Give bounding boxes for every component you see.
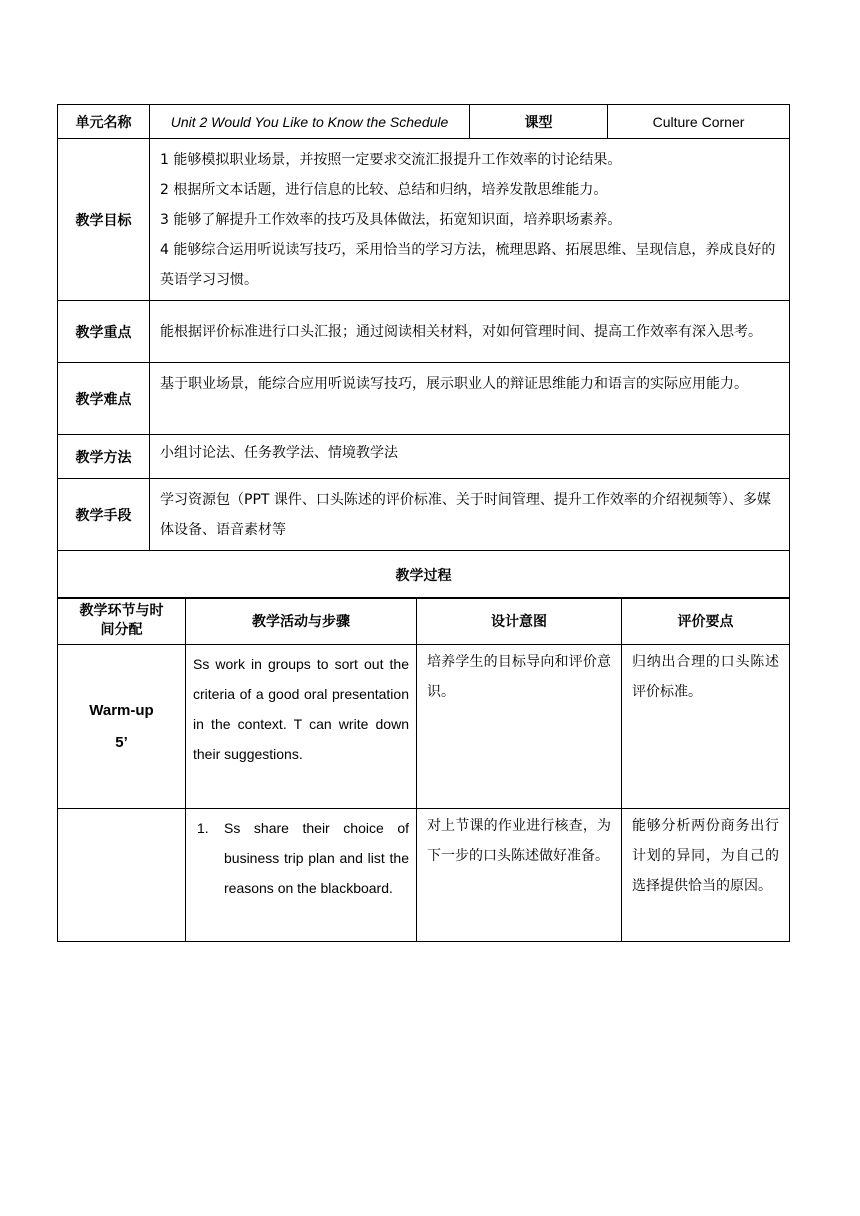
unit-value: Unit 2 Would You Like to Know the Schedule [150, 105, 470, 139]
stage-cell [58, 809, 186, 942]
intent-cell: 对上节课的作业进行核查，为下一步的口头陈述做好准备。 [417, 809, 622, 942]
type-value: Culture Corner [608, 105, 790, 139]
key-label: 教学重点 [58, 301, 150, 363]
goal-item: 1 能够模拟职业场景，并按照一定要求交流汇报提升工作效率的讨论结果。 [160, 151, 622, 168]
difficulty-value: 基于职业场景，能综合应用听说读写技巧，展示职业人的辩证思维能力和语言的实际应用能力。 [150, 363, 790, 435]
activity-cell: Ss work in groups to sort out the criteria of a good oral presentation in the context. T can write down their suggestions. [186, 645, 417, 809]
activity-cell [186, 809, 417, 942]
table-row [58, 645, 790, 809]
means-value: 学习资源包（PPT 课件、口头陈述的评价标准、关于时间管理、提升工作效率的介绍视频等）、多媒体设备、语音素材等 [150, 479, 790, 551]
evaluation-cell: 归纳出合理的口头陈述评价标准。 [622, 645, 790, 809]
method-label: 教学方法 [58, 435, 150, 479]
header-activity: 教学活动与步骤 [186, 598, 417, 645]
header-intent: 设计意图 [417, 598, 622, 645]
process-table [57, 597, 790, 942]
goals-label: 教学目标 [58, 139, 150, 301]
stage-name: Warm-up [89, 701, 154, 719]
stage-time: 5’ [115, 733, 128, 751]
goals-list [150, 139, 790, 301]
table-row [58, 809, 790, 942]
stage-cell [58, 645, 186, 809]
goal-item: 3 能够了解提升工作效率的技巧及具体做法，拓宽知识面，培养职场素养。 [160, 211, 622, 228]
type-label: 课型 [470, 105, 608, 139]
goal-item: 4 能够综合运用听说读写技巧，采用恰当的学习方法，梳理思路、拓展思维、呈现信息，养成良好的英语学习习惯。 [160, 241, 776, 288]
process-title: 教学过程 [58, 551, 790, 599]
difficulty-label: 教学难点 [58, 363, 150, 435]
unit-label: 单元名称 [58, 105, 150, 139]
key-value: 能根据评价标准进行口头汇报；通过阅读相关材料，对如何管理时间、提高工作效率有深入思考。 [150, 301, 790, 363]
header-evaluation: 评价要点 [622, 598, 790, 645]
method-value: 小组讨论法、任务教学法、情境教学法 [150, 435, 790, 479]
activity-text: Ss share their choice of business trip plan and list the reasons on the blackboard. [224, 820, 409, 896]
intent-cell: 培养学生的目标导向和评价意识。 [417, 645, 622, 809]
evaluation-cell: 能够分析两份商务出行计划的异同，为自己的选择提供恰当的原因。 [622, 809, 790, 942]
header-stage: 教学环节与时间分配 [58, 598, 186, 645]
means-label: 教学手段 [58, 479, 150, 551]
lesson-info-table [57, 104, 790, 599]
activity-number: 1. [197, 820, 209, 836]
goal-item: 2 根据所文本话题，进行信息的比较、总结和归纳，培养发散思维能力。 [160, 181, 608, 198]
